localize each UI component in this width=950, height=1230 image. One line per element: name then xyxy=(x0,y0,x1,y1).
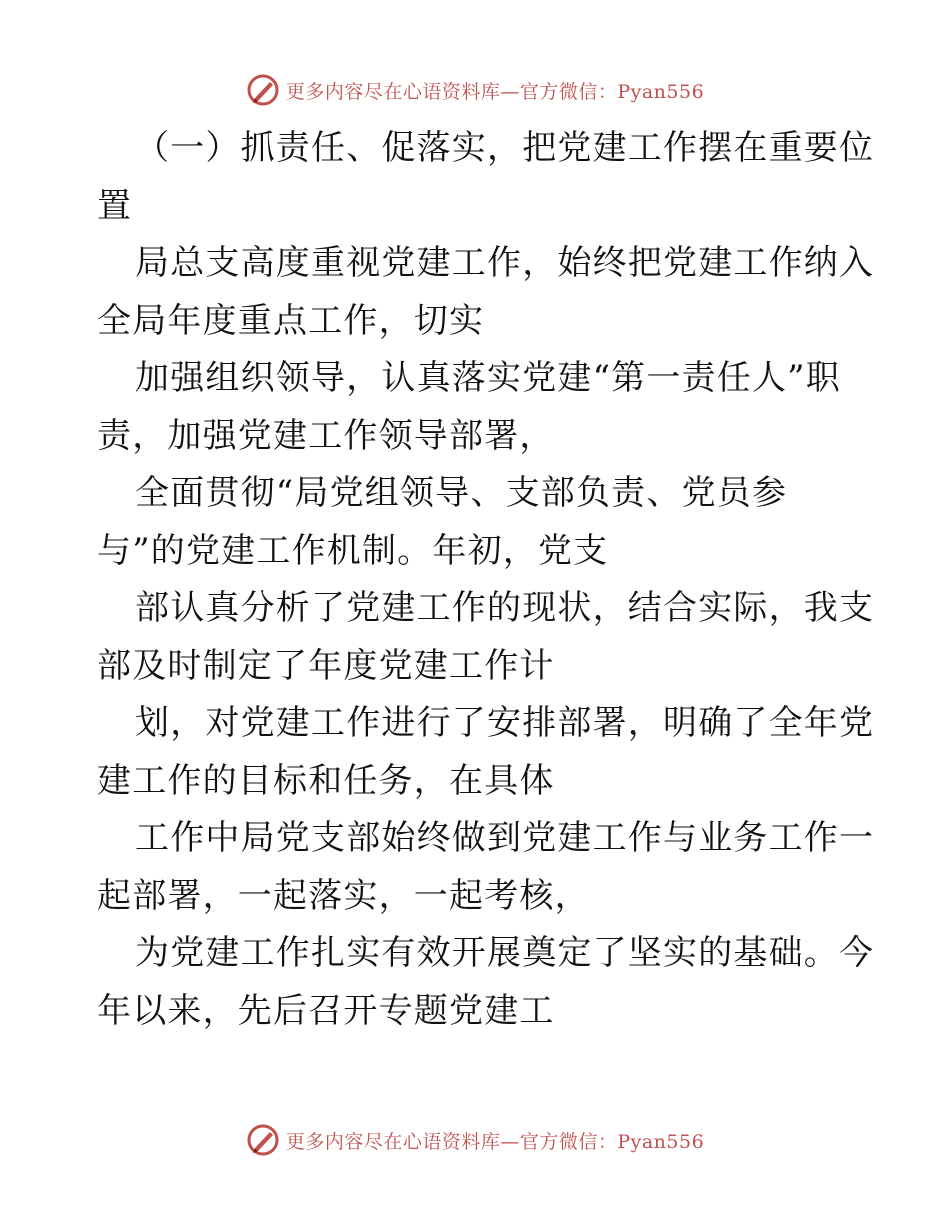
text-line: 划，对党建工作进行了安排部署，明确了全年党 xyxy=(135,703,875,743)
footer-watermark-text: 更多内容尽在心语资料库—官方微信：Pyan556 xyxy=(285,1130,705,1153)
footer-watermark-banner xyxy=(0,1120,950,1160)
text-line: 局总支高度重视党建工作，始终把党建工作纳入 xyxy=(135,243,875,283)
text-line: 加强组织领导，认真落实党建“第一责任人”职 xyxy=(135,358,841,398)
text-line: 工作中局党支部始终做到党建工作与业务工作一 xyxy=(135,818,875,858)
text-line: 部认真分析了党建工作的现状，结合实际，我支 xyxy=(135,588,875,628)
header-watermark-text: 更多内容尽在心语资料库—官方微信：Pyan556 xyxy=(285,80,705,103)
pen-logo-icon xyxy=(246,1123,280,1157)
pen-logo-icon xyxy=(246,73,280,107)
text-line: （一）抓责任、促落实，把党建工作摆在重要位 xyxy=(135,128,875,168)
text-line: 建工作的目标和任务，在具体 xyxy=(97,760,555,801)
text-line: 置 xyxy=(97,185,133,226)
text-line: 与”的党建工作机制。年初，党支 xyxy=(97,530,609,571)
text-line: 部及时制定了年度党建工作计 xyxy=(97,645,555,686)
header-watermark-banner xyxy=(0,70,950,110)
text-line: 为党建工作扎实有效开展奠定了坚实的基础。今 xyxy=(135,933,875,973)
text-line: 年以来，先后召开专题党建工 xyxy=(97,990,555,1031)
text-line: 全局年度重点工作，切实 xyxy=(97,300,485,341)
text-line: 起部署，一起落实，一起考核， xyxy=(97,875,590,916)
text-line: 全面贯彻“局党组领导、支部负责、党员参 xyxy=(135,473,788,513)
document-body xyxy=(97,120,875,1040)
text-line: 责，加强党建工作领导部署， xyxy=(97,415,555,456)
